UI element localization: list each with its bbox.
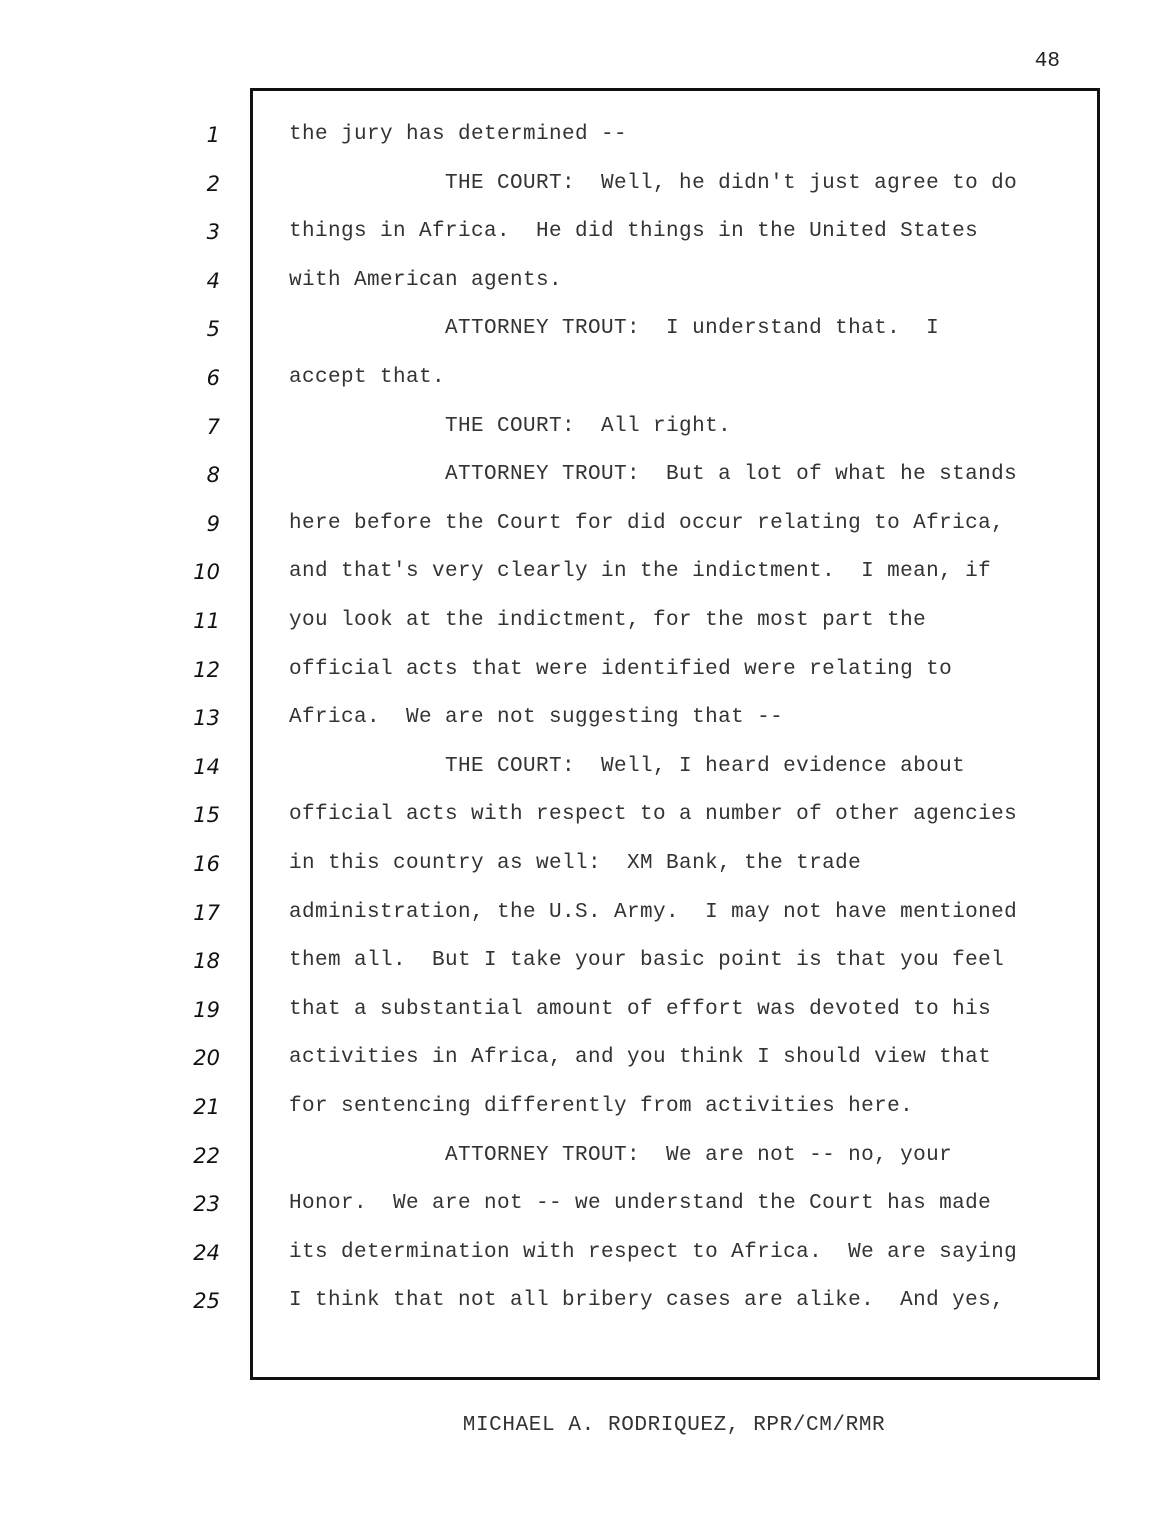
line-number: 22 — [193, 1143, 220, 1168]
line-number: 9 — [206, 511, 220, 536]
line-number: 24 — [193, 1240, 220, 1265]
line-number: 20 — [193, 1046, 220, 1071]
transcript-line: things in Africa. He did things in the United States — [289, 220, 979, 244]
line-number: 10 — [193, 560, 220, 585]
transcript-line: official acts that were identified were relating to — [289, 657, 953, 681]
transcript-line: ATTORNEY TROUT: I understand that. I — [289, 317, 940, 341]
line-number: 19 — [193, 997, 220, 1022]
transcript-line: THE COURT: All right. — [289, 414, 732, 438]
transcript-line: Africa. We are not suggesting that -- — [289, 706, 784, 730]
line-number: 6 — [206, 366, 220, 390]
line-number: 2 — [206, 171, 220, 196]
page-number: 48 — [1034, 50, 1060, 73]
transcript-line: activities in Africa, and you think I should view that — [289, 1046, 992, 1070]
transcript-line: I think that not all bribery cases are alike. And yes, — [289, 1289, 1005, 1313]
transcript-line: ATTORNEY TROUT: We are not -- no, your — [289, 1143, 953, 1167]
line-number: 5 — [206, 317, 220, 342]
line-number: 11 — [193, 609, 220, 633]
line-number: 16 — [193, 852, 220, 876]
transcript-line: that a substantial amount of effort was devoted to his — [289, 997, 992, 1021]
line-number: 8 — [206, 463, 220, 488]
transcript-line: THE COURT: Well, I heard evidence about — [289, 754, 966, 778]
transcript-line: and that's very clearly in the indictment. I mean, if — [289, 560, 992, 584]
transcript-line: ATTORNEY TROUT: But a lot of what he stands — [289, 463, 1018, 487]
transcript-line: Honor. We are not -- we understand the Court has made — [289, 1192, 992, 1216]
line-number: 14 — [193, 754, 220, 779]
line-number: 7 — [206, 414, 220, 439]
transcript-line: you look at the indictment, for the most part the — [289, 609, 927, 632]
transcript-line: with American agents. — [289, 268, 563, 292]
line-number: 15 — [193, 803, 220, 828]
line-number: 25 — [193, 1289, 220, 1314]
line-number: 13 — [193, 706, 220, 731]
transcript-line: them all. But I take your basic point is that you feel — [289, 949, 1005, 973]
transcript-line: here before the Court for did occur relating to Africa, — [289, 511, 1005, 535]
line-number: 3 — [206, 220, 220, 245]
transcript-line: its determination with respect to Africa. We are saying — [289, 1240, 1018, 1264]
transcript-line: THE COURT: Well, he didn't just agree to do — [289, 171, 1018, 195]
reporter-footer: MICHAEL A. RODRIQUEZ, RPR/CM/RMR — [462, 1414, 886, 1437]
line-number: 23 — [193, 1192, 220, 1217]
transcript-line: in this country as well: XM Bank, the trade — [289, 852, 862, 875]
line-number: 12 — [193, 657, 220, 682]
line-number: 18 — [193, 949, 220, 974]
transcript-line: accept that. — [289, 366, 446, 389]
line-number: 21 — [193, 1095, 220, 1119]
line-number: 1 — [206, 123, 220, 147]
transcript-line: for sentencing differently from activities here. — [289, 1095, 914, 1118]
line-number: 4 — [206, 268, 220, 293]
transcript-line: administration, the U.S. Army. I may not have mentioned — [289, 900, 1018, 924]
transcript-line: the jury has determined -- — [289, 123, 628, 146]
transcript-line: official acts with respect to a number of other agencies — [289, 803, 1018, 827]
line-number: 17 — [193, 900, 220, 925]
